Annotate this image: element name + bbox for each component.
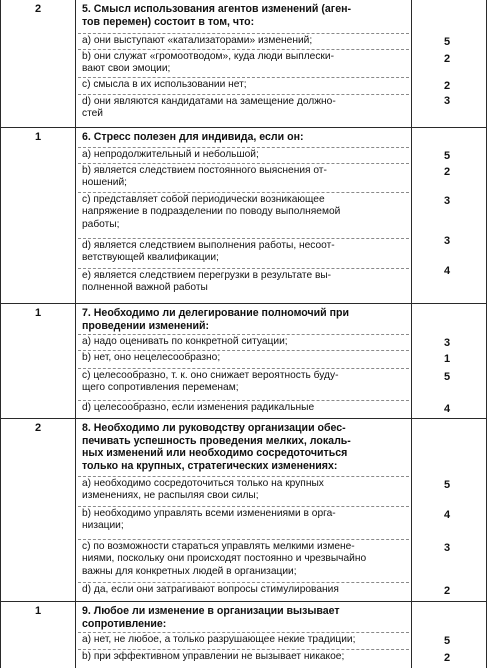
question-weight: 1 — [34, 307, 42, 319]
answer-option-line: стей — [82, 108, 104, 120]
question-title-line: 6. Стресс полезен для индивида, если он: — [82, 131, 304, 143]
question-weight: 2 — [34, 422, 42, 434]
answer-option-line: c) смысла в их использовании нет; — [82, 79, 247, 90]
answer-option-line: ветствующей квалификации; — [82, 252, 219, 264]
answer-score: 2 — [443, 53, 451, 65]
answer-option — [82, 96, 407, 121]
answer-option-line: a) нет, не любое, а только разрушающее некие традиции; — [82, 634, 356, 645]
row-separator — [0, 601, 487, 602]
answer-score: 2 — [443, 652, 451, 664]
column-divider — [411, 0, 412, 668]
answer-option — [82, 194, 407, 231]
answer-option-line: b) они служат «громоотводом», куда люди выплески- — [82, 51, 334, 62]
row-separator — [0, 127, 487, 128]
answer-option-line: a) они выступают «катализаторами» изменений; — [82, 35, 313, 46]
question-title-line: сопротивление: — [82, 617, 167, 630]
answer-score: 4 — [443, 403, 451, 415]
question-weight: 1 — [34, 605, 42, 617]
question-weight: 2 — [34, 3, 42, 15]
answer-option — [82, 402, 407, 414]
answer-score: 3 — [443, 195, 451, 207]
question-title — [82, 131, 404, 144]
answer-score: 5 — [443, 479, 451, 491]
option-divider — [78, 582, 409, 583]
column-divider — [75, 0, 76, 668]
question-title-line: печивать успешность проведения мелких, локаль- — [82, 434, 351, 447]
answer-option — [82, 478, 407, 503]
option-divider — [78, 238, 409, 239]
answer-score: 3 — [443, 542, 451, 554]
answer-score: 2 — [443, 166, 451, 178]
answer-option-line: e) является следствием перегрузки в результате вы- — [82, 270, 332, 281]
answer-option — [82, 240, 407, 265]
question-title-line: 5. Смысл использования агентов изменений (аген- — [82, 3, 352, 15]
answer-option-line: ниями, поскольку они происходят постоянно и чрезвычайно — [82, 553, 367, 565]
answer-option-line: b) нет, оно нецелесообразно; — [82, 352, 221, 363]
question-title-line: ных изменений или необходимо сосредоточиться — [82, 447, 348, 459]
question-title-line: 8. Необходимо ли руководству организации обес- — [82, 422, 346, 434]
option-divider — [78, 192, 409, 193]
answer-option — [82, 634, 407, 646]
answer-option — [82, 165, 407, 190]
answer-option-line: a) непродолжительный и небольшой; — [82, 149, 259, 160]
answer-option-line: важны для конкретных людей в организации; — [82, 565, 297, 577]
option-divider — [78, 350, 409, 351]
answer-option — [82, 51, 407, 76]
answer-option-line: изменениях, не распыляя свои силы; — [82, 490, 259, 502]
answer-option-line: c) целесообразно, т. к. оно снижает вероятность буду- — [82, 370, 339, 381]
answer-option-line: вают свои эмоции; — [82, 63, 171, 75]
answer-option-line: полненной важной работы — [82, 282, 208, 294]
answer-score: 3 — [443, 337, 451, 349]
answer-option — [82, 508, 407, 533]
answer-option — [82, 270, 407, 295]
answer-option-line: b) является следствием постоянного выяснения от- — [82, 165, 327, 176]
question-title-line: 7. Необходимо ли делегирование полномочий при — [82, 307, 350, 319]
question-title — [82, 422, 404, 472]
answer-option-line: ношений; — [82, 177, 127, 189]
answer-option — [82, 149, 407, 161]
option-divider — [78, 77, 409, 78]
question-weight: 1 — [34, 131, 42, 143]
option-divider — [78, 163, 409, 164]
answer-option-line: a) необходимо сосредоточиться только на крупных — [82, 478, 324, 489]
question-title — [82, 307, 404, 332]
answer-option — [82, 584, 407, 596]
answer-score: 5 — [443, 150, 451, 162]
option-divider — [78, 649, 409, 650]
row-separator — [0, 303, 487, 304]
answer-option-line: d) да, если они затрагивают вопросы стимулирования — [82, 584, 339, 595]
answer-option-line: d) они являются кандидатами на замещение должно- — [82, 96, 336, 107]
answer-score: 5 — [443, 635, 451, 647]
answer-option — [82, 79, 407, 91]
option-divider — [78, 147, 409, 148]
question-title — [82, 605, 404, 630]
question-title-line: 9. Любое ли изменение в организации вызывает — [82, 605, 340, 617]
answer-option — [82, 336, 407, 348]
answer-option-line: работы; — [82, 218, 120, 230]
answer-option — [82, 370, 407, 395]
answer-score: 3 — [443, 95, 451, 107]
answer-score: 3 — [443, 235, 451, 247]
option-divider — [78, 476, 409, 477]
question-title — [82, 3, 404, 28]
answer-option-line: b) при эффективном управлении не вызывает никакое; — [82, 651, 345, 662]
option-divider — [78, 33, 409, 34]
option-divider — [78, 94, 409, 95]
option-divider — [78, 268, 409, 269]
answer-option-line: b) необходимо управлять всеми изменениями в орга- — [82, 508, 336, 519]
option-divider — [78, 506, 409, 507]
question-title-line: проведении изменений: — [82, 319, 210, 332]
option-divider — [78, 368, 409, 369]
answer-option — [82, 651, 407, 663]
question-title-line: тов перемен) состоит в том, что: — [82, 15, 255, 28]
answer-option-line: a) надо оценивать по конкретной ситуации; — [82, 336, 288, 347]
answer-option — [82, 35, 407, 47]
answer-option-line: d) целесообразно, если изменения радикальные — [82, 402, 315, 413]
answer-option-line: низации; — [82, 520, 124, 532]
answer-score: 2 — [443, 80, 451, 92]
answer-score: 5 — [443, 371, 451, 383]
option-divider — [78, 400, 409, 401]
question-title-line: только на крупных, стратегических изменениях: — [82, 459, 338, 472]
option-divider — [78, 539, 409, 540]
row-separator — [0, 418, 487, 419]
answer-score: 4 — [443, 265, 451, 277]
answer-option-line: c) представляет собой периодически возникающее — [82, 194, 325, 205]
answer-option-line: d) является следствием выполнения работы, несоот- — [82, 240, 335, 251]
answer-score: 2 — [443, 585, 451, 597]
answer-score: 1 — [443, 353, 451, 365]
column-divider — [0, 0, 1, 668]
answer-option-line: напряжение в подразделении по поводу выполняемой — [82, 206, 341, 218]
option-divider — [78, 334, 409, 335]
answer-option-line: c) по возможности стараться управлять мелкими измене- — [82, 541, 355, 552]
option-divider — [78, 632, 409, 633]
answer-option — [82, 541, 407, 578]
option-divider — [78, 49, 409, 50]
answer-score: 5 — [443, 36, 451, 48]
answer-option — [82, 352, 407, 364]
answer-score: 4 — [443, 509, 451, 521]
answer-option-line: щего сопротивления переменам; — [82, 382, 239, 394]
